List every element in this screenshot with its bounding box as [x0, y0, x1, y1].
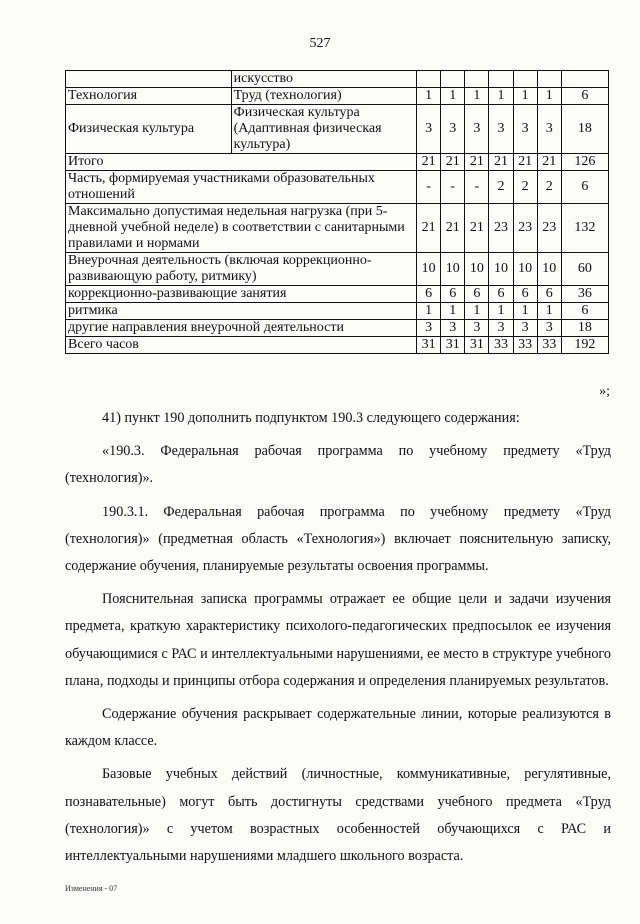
paragraph: Содержание обучения раскрывает содержательные линии, которые реализуются в каждом классе.: [65, 706, 611, 750]
hours-cell: 23: [489, 204, 513, 253]
hours-cell: 21: [513, 154, 537, 171]
hours-cell: 33: [537, 337, 561, 354]
hours-cell: 33: [513, 337, 537, 354]
total-cell: [561, 71, 608, 88]
row-label-cell: ритмика: [66, 303, 417, 320]
hours-cell: 21: [537, 154, 561, 171]
hours-cell: 21: [441, 204, 465, 253]
total-cell: 126: [561, 154, 608, 171]
hours-cell: [441, 71, 465, 88]
hours-cell: 10: [417, 253, 441, 286]
table-row: [66, 337, 609, 354]
table-row: [66, 320, 609, 337]
hours-cell: 6: [441, 286, 465, 303]
hours-cell: 2: [513, 171, 537, 204]
hours-cell: 21: [465, 204, 489, 253]
hours-cell: 3: [513, 105, 537, 154]
hours-cell: 1: [489, 88, 513, 105]
total-cell: 18: [561, 105, 608, 154]
footer-note: Изменения - 07: [65, 884, 118, 893]
table-closing-quote: »;: [599, 384, 610, 399]
hours-cell: 1: [537, 303, 561, 320]
hours-cell: 10: [513, 253, 537, 286]
table-row: [66, 88, 609, 105]
hours-cell: 1: [417, 303, 441, 320]
total-cell: 18: [561, 320, 608, 337]
total-cell: 132: [561, 204, 608, 253]
row-label-cell: Итого: [66, 154, 417, 171]
hours-cell: 31: [441, 337, 465, 354]
table-row: [66, 154, 609, 171]
hours-cell: 3: [537, 105, 561, 154]
body-text: [65, 405, 611, 876]
table-row: [66, 71, 609, 88]
hours-cell: 23: [537, 204, 561, 253]
hours-cell: 3: [441, 105, 465, 154]
total-cell: 60: [561, 253, 608, 286]
paragraph: «190.3. Федеральная рабочая программа по учебному предмету «Труд (технология)».: [65, 443, 611, 487]
row-label-cell: коррекционно-развивающие занятия: [66, 286, 417, 303]
hours-cell: 3: [417, 105, 441, 154]
hours-cell: 21: [489, 154, 513, 171]
hours-cell: -: [441, 171, 465, 204]
total-cell: 6: [561, 303, 608, 320]
subject-cell: искусство: [231, 71, 416, 88]
total-cell: 6: [561, 88, 608, 105]
hours-cell: 3: [441, 320, 465, 337]
row-label-cell: Всего часов: [66, 337, 417, 354]
hours-cell: 31: [465, 337, 489, 354]
hours-cell: 2: [537, 171, 561, 204]
hours-cell: 6: [465, 286, 489, 303]
table-row: [66, 286, 609, 303]
paragraph: Базовые учебных действий (личностные, коммуникативные, регулятивные, познавательные) могут быть достигнуты средствами учебного предмета «Труд (технология)» с учетом возрастных особенностей обучающихся с РАС и интеллектуальными нарушениями младшего школьного возраста.: [65, 766, 611, 865]
paragraph: 41) пункт 190 дополнить подпунктом 190.3 следующего содержания:: [102, 410, 520, 426]
hours-cell: 3: [465, 105, 489, 154]
hours-cell: 10: [537, 253, 561, 286]
hours-cell: 3: [537, 320, 561, 337]
hours-cell: 6: [513, 286, 537, 303]
hours-cell: 21: [465, 154, 489, 171]
table-row: [66, 105, 609, 154]
subject-cell: Труд (технология): [231, 88, 416, 105]
hours-cell: -: [417, 171, 441, 204]
table-row: [66, 253, 609, 286]
row-label-cell: Максимально допустимая недельная нагрузка (при 5-дневной учебной неделе) в соответствии с санитарными правилами и нормами: [66, 204, 417, 253]
subject-area-cell: Технология: [66, 88, 232, 105]
hours-cell: [489, 71, 513, 88]
hours-cell: 23: [513, 204, 537, 253]
hours-cell: 10: [441, 253, 465, 286]
hours-cell: 21: [441, 154, 465, 171]
row-label-cell: Внеурочная деятельность (включая коррекционно-развивающую работу, ритмику): [66, 253, 417, 286]
hours-cell: 21: [417, 154, 441, 171]
hours-cell: 1: [441, 88, 465, 105]
hours-cell: 3: [489, 320, 513, 337]
total-cell: 6: [561, 171, 608, 204]
hours-cell: 1: [513, 303, 537, 320]
hours-cell: 2: [489, 171, 513, 204]
hours-cell: 6: [537, 286, 561, 303]
paragraph: 190.3.1. Федеральная рабочая программа по учебному предмету «Труд (технология)» (предметная область «Технология») включает пояснительную записку, содержание обучения, планируемые результаты освоения программы.: [65, 503, 611, 575]
total-cell: 192: [561, 337, 608, 354]
curriculum-table: [65, 70, 609, 354]
hours-cell: 1: [465, 303, 489, 320]
row-label-cell: Часть, формируемая участниками образовательных отношений: [66, 171, 417, 204]
paragraph: Пояснительная записка программы отражает ее общие цели и задачи изучения предмета, краткую характеристику психолого-педагогических предпосылок ее изучения обучающимися с РАС и интеллектуальными нарушениями, ее место в структуре учебного плана, подходы и принципы отбора содержания и определения планируемых результатов.: [65, 591, 611, 689]
hours-cell: [537, 71, 561, 88]
hours-cell: [465, 71, 489, 88]
hours-cell: 6: [489, 286, 513, 303]
subject-area-cell: Физическая культура: [66, 105, 232, 154]
hours-cell: [417, 71, 441, 88]
subject-cell: Физическая культура (Адаптивная физическая культура): [231, 105, 416, 154]
hours-cell: 6: [417, 286, 441, 303]
hours-cell: 3: [465, 320, 489, 337]
hours-cell: 10: [489, 253, 513, 286]
hours-cell: 3: [489, 105, 513, 154]
hours-cell: 3: [417, 320, 441, 337]
hours-cell: [513, 71, 537, 88]
total-cell: 36: [561, 286, 608, 303]
hours-cell: -: [465, 171, 489, 204]
table-row: [66, 204, 609, 253]
page-number: 527: [309, 36, 331, 51]
hours-cell: 3: [513, 320, 537, 337]
hours-cell: 31: [417, 337, 441, 354]
hours-cell: 1: [465, 88, 489, 105]
row-label-cell: другие направления внеурочной деятельности: [66, 320, 417, 337]
subject-area-cell: [66, 71, 232, 88]
table-row: [66, 171, 609, 204]
hours-cell: 1: [441, 303, 465, 320]
hours-cell: 21: [417, 204, 441, 253]
hours-cell: 33: [489, 337, 513, 354]
hours-cell: 1: [513, 88, 537, 105]
table-row: [66, 303, 609, 320]
hours-cell: 1: [489, 303, 513, 320]
hours-cell: 1: [417, 88, 441, 105]
hours-cell: 10: [465, 253, 489, 286]
hours-cell: 1: [537, 88, 561, 105]
